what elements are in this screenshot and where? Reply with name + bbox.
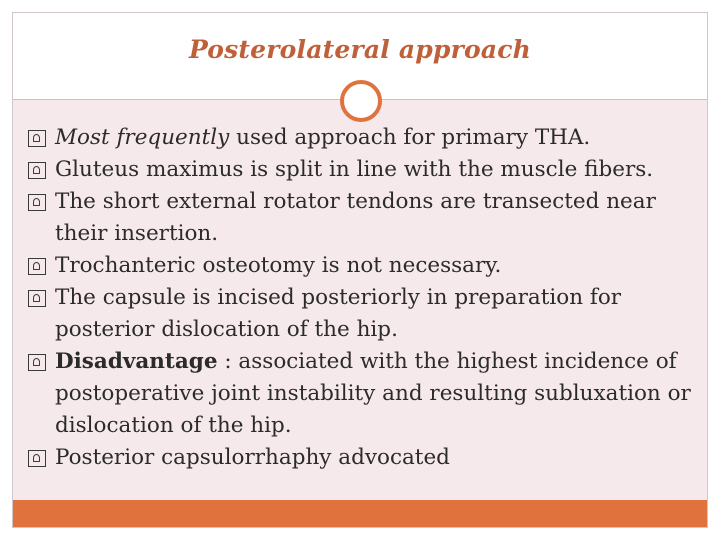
missing-glyph-box-icon — [28, 450, 46, 467]
bullet-emphasis: Most frequently — [55, 125, 230, 150]
bullet-item — [28, 346, 698, 442]
bullet-text: Posterior capsulorrhaphy advocated — [55, 445, 450, 470]
bullet-item — [28, 442, 698, 474]
bullet-text: The capsule is incised posteriorly in preparation for posterior dislocation of the hip. — [55, 285, 622, 342]
missing-glyph-box-icon — [28, 194, 46, 211]
bullet-text: The short external rotator tendons are transected near their insertion. — [55, 189, 656, 246]
missing-glyph-box-icon — [28, 290, 46, 307]
missing-glyph-box-icon — [28, 258, 46, 275]
missing-glyph-box-icon — [28, 162, 46, 179]
missing-glyph-box-icon — [28, 130, 46, 147]
bottom-accent-band — [13, 500, 707, 527]
bullet-text: : associated with the highest incidence of postoperative joint instability and resulting subluxation or dislocation of the hip. — [55, 349, 691, 438]
bullet-text: Trochanteric osteotomy is not necessary. — [55, 253, 502, 278]
title-divider-right — [382, 99, 707, 100]
bullet-item — [28, 154, 698, 186]
bullet-text: used approach for primary THA. — [229, 125, 591, 150]
title-divider-left — [13, 99, 340, 100]
bullet-text: Gluteus maximus is split in line with the muscle fibers. — [55, 157, 654, 182]
bullet-list — [28, 122, 698, 474]
missing-glyph-box-icon — [28, 354, 46, 371]
divider-circle-ornament — [340, 80, 382, 122]
bullet-item — [28, 186, 698, 250]
bullet-strong: Disadvantage — [55, 349, 218, 374]
bullet-item — [28, 122, 698, 154]
slide-title: Posterolateral approach — [188, 35, 532, 64]
bullet-item — [28, 282, 698, 346]
bullet-item — [28, 250, 698, 282]
